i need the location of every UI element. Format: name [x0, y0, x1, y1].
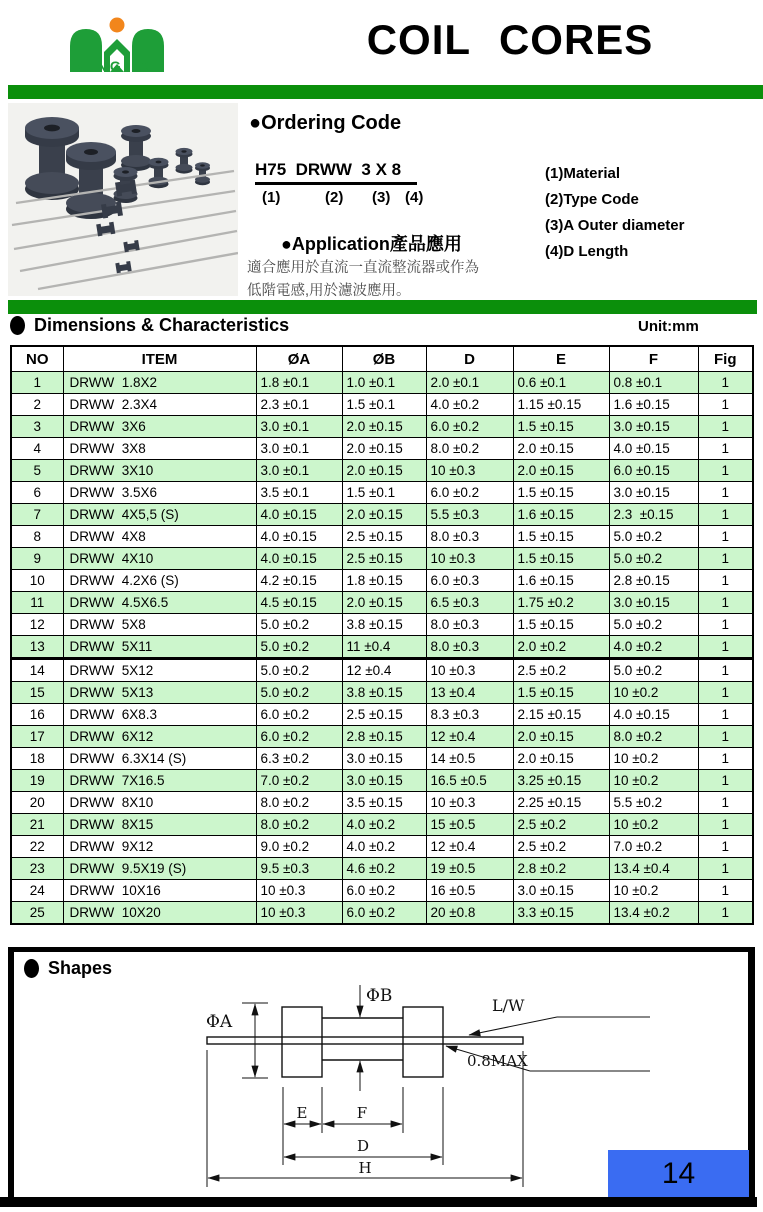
table-cell: 10 ±0.3: [256, 902, 342, 925]
table-cell: 2.0 ±0.15: [342, 460, 426, 482]
table-cell: 11: [11, 592, 63, 614]
table-cell: 10 ±0.3: [426, 792, 513, 814]
dimensions-table: [10, 345, 754, 925]
table-cell: 1: [698, 836, 753, 858]
table-cell: 6.0 ±0.2: [256, 704, 342, 726]
header-divider-bar: [8, 85, 763, 99]
table-cell: 2.3 ±0.1: [256, 394, 342, 416]
table-cell: 5.0 ±0.2: [256, 659, 342, 682]
table-cell: 4.0 ±0.2: [426, 394, 513, 416]
table-cell: 6.0 ±0.2: [342, 902, 426, 925]
table-cell: 1: [698, 880, 753, 902]
table-cell: 4.0 ±0.2: [342, 814, 426, 836]
table-row: [11, 770, 753, 792]
table-cell: 3.5 ±0.1: [256, 482, 342, 504]
ordering-code-value: H75 DRWW 3 X 8: [255, 160, 417, 185]
table-cell: 2.0 ±0.15: [513, 460, 609, 482]
column-header: ITEM: [63, 346, 256, 372]
table-cell: DRWW 3.5X6: [63, 482, 256, 504]
table-cell: DRWW 3X8: [63, 438, 256, 460]
column-header: ØB: [342, 346, 426, 372]
table-row: [11, 570, 753, 592]
table-cell: DRWW 5X12: [63, 659, 256, 682]
table-cell: 1: [11, 372, 63, 394]
table-cell: 1.5 ±0.15: [513, 682, 609, 704]
table-cell: 5.5 ±0.2: [609, 792, 698, 814]
table-cell: DRWW 6X12: [63, 726, 256, 748]
column-header: E: [513, 346, 609, 372]
table-cell: 1.6 ±0.15: [513, 504, 609, 526]
table-cell: 3.3 ±0.15: [513, 902, 609, 925]
column-header: D: [426, 346, 513, 372]
shapes-heading-label: Shapes: [48, 958, 113, 978]
table-cell: 8.0 ±0.2: [256, 814, 342, 836]
table-cell: 1: [698, 526, 753, 548]
column-header: NO: [11, 346, 63, 372]
table-cell: 1: [698, 614, 753, 636]
table-row: [11, 504, 753, 526]
table-row: [11, 548, 753, 570]
table-cell: 2.5 ±0.15: [342, 548, 426, 570]
table-cell: 5.0 ±0.2: [609, 614, 698, 636]
table-row: [11, 902, 753, 925]
table-cell: 4.0 ±0.2: [609, 636, 698, 659]
table-cell: 5.0 ±0.2: [609, 548, 698, 570]
table-row: [11, 682, 753, 704]
table-cell: 2.0 ±0.15: [342, 504, 426, 526]
table-cell: 13 ±0.4: [426, 682, 513, 704]
table-cell: 8.0 ±0.2: [426, 438, 513, 460]
table-cell: DRWW 4X10: [63, 548, 256, 570]
table-cell: 1.5 ±0.15: [513, 548, 609, 570]
table-row: [11, 394, 753, 416]
table-cell: DRWW 4X8: [63, 526, 256, 548]
table-cell: 2.0 ±0.15: [342, 592, 426, 614]
table-cell: 1.5 ±0.15: [513, 482, 609, 504]
table-cell: 3.5 ±0.15: [342, 792, 426, 814]
table-cell: DRWW 10X16: [63, 880, 256, 902]
table-row: [11, 372, 753, 394]
table-cell: 10 ±0.2: [609, 814, 698, 836]
table-cell: 4.6 ±0.2: [342, 858, 426, 880]
table-cell: 2.8 ±0.15: [342, 726, 426, 748]
table-cell: DRWW 9X12: [63, 836, 256, 858]
table-row: [11, 526, 753, 548]
table-cell: 7: [11, 504, 63, 526]
table-cell: 4.5 ±0.15: [256, 592, 342, 614]
table-cell: 5.0 ±0.2: [256, 682, 342, 704]
application-text: [247, 257, 479, 303]
table-cell: 3.0 ±0.1: [256, 460, 342, 482]
table-row: [11, 704, 753, 726]
logo-text: MING CI: [75, 58, 159, 74]
table-cell: 3.25 ±0.15: [513, 770, 609, 792]
label-lw: L/W: [492, 996, 525, 1015]
table-cell: 16: [11, 704, 63, 726]
table-cell: 13: [11, 636, 63, 659]
dimension-labels: [206, 986, 528, 1177]
section-divider-bar: [8, 300, 757, 314]
table-cell: 6.0 ±0.2: [342, 880, 426, 902]
table-cell: 2.0 ±0.15: [513, 748, 609, 770]
code-position-mark: (1): [262, 189, 281, 206]
table-cell: 1.5 ±0.15: [513, 416, 609, 438]
table-cell: 1.6 ±0.15: [513, 570, 609, 592]
table-row: [11, 482, 753, 504]
code-position-mark: (4): [405, 189, 424, 206]
table-row: [11, 726, 753, 748]
table-row: [11, 592, 753, 614]
table-cell: 24: [11, 880, 63, 902]
table-cell: 4.0 ±0.15: [256, 526, 342, 548]
table-cell: 4.0 ±0.15: [609, 704, 698, 726]
table-cell: 6.0 ±0.2: [256, 726, 342, 748]
table-cell: 1: [698, 394, 753, 416]
table-cell: 0.8 ±0.1: [609, 372, 698, 394]
table-cell: 17: [11, 726, 63, 748]
table-cell: 3.0 ±0.15: [609, 416, 698, 438]
table-cell: 1.6 ±0.15: [609, 394, 698, 416]
table-cell: 2.15 ±0.15: [513, 704, 609, 726]
table-cell: 2.0 ±0.15: [342, 416, 426, 438]
dimension-lines: [207, 985, 650, 1187]
table-cell: 16 ±0.5: [426, 880, 513, 902]
table-cell: 1: [698, 372, 753, 394]
table-cell: 2.5 ±0.2: [513, 659, 609, 682]
table-row: [11, 416, 753, 438]
table-cell: 3.8 ±0.15: [342, 614, 426, 636]
table-cell: 1.5 ±0.1: [342, 394, 426, 416]
coil-cores-product-photo: [8, 103, 238, 296]
application-line: 低階電感,用於濾波應用。: [247, 283, 411, 299]
table-cell: 4.0 ±0.2: [342, 836, 426, 858]
table-cell: 6.3 ±0.2: [256, 748, 342, 770]
table-cell: 9: [11, 548, 63, 570]
table-cell: 18: [11, 748, 63, 770]
table-cell: DRWW 10X20: [63, 902, 256, 925]
code-position-mark: (2): [325, 189, 344, 206]
table-cell: 5.0 ±0.2: [609, 659, 698, 682]
table-cell: 2.0 ±0.15: [513, 438, 609, 460]
legend-line: (2)Type Code: [545, 191, 639, 208]
table-row: [11, 858, 753, 880]
table-cell: DRWW 7X16.5: [63, 770, 256, 792]
table-cell: DRWW 3X6: [63, 416, 256, 438]
table-cell: 5.0 ±0.2: [256, 636, 342, 659]
legend-line: (4)D Length: [545, 243, 629, 260]
table-cell: 1: [698, 570, 753, 592]
shape-dimension-diagram: [180, 975, 680, 1195]
table-cell: 16.5 ±0.5: [426, 770, 513, 792]
page-number-box: [608, 1150, 749, 1197]
table-cell: 14 ±0.5: [426, 748, 513, 770]
table-cell: 8: [11, 526, 63, 548]
table-cell: DRWW 6.3X14 (S): [63, 748, 256, 770]
table-row: [11, 438, 753, 460]
table-row: [11, 748, 753, 770]
label-f: F: [356, 1104, 368, 1122]
table-cell: 10 ±0.3: [256, 880, 342, 902]
unit-label: Unit:mm: [638, 318, 699, 335]
table-cell: 1.5 ±0.15: [513, 526, 609, 548]
table-cell: 12 ±0.4: [342, 659, 426, 682]
page-title: COIL CORES: [366, 16, 654, 63]
code-position-mark: (3): [372, 189, 391, 206]
column-header: Fig: [698, 346, 753, 372]
table-cell: 2.5 ±0.2: [513, 814, 609, 836]
table-cell: 5: [11, 460, 63, 482]
table-cell: 1: [698, 748, 753, 770]
label-phi-a: ΦA: [206, 1012, 233, 1032]
table-cell: 20 ±0.8: [426, 902, 513, 925]
label-d: D: [356, 1137, 370, 1155]
table-cell: 10 ±0.2: [609, 748, 698, 770]
bullet-icon: [24, 959, 39, 978]
table-cell: 10 ±0.3: [426, 659, 513, 682]
table-cell: 1: [698, 770, 753, 792]
table-cell: 2.3 ±0.15: [609, 504, 698, 526]
table-cell: 12: [11, 614, 63, 636]
table-cell: 1: [698, 438, 753, 460]
table-cell: 1.15 ±0.15: [513, 394, 609, 416]
table-cell: 10 ±0.2: [609, 682, 698, 704]
table-cell: 1: [698, 592, 753, 614]
table-cell: 8.0 ±0.2: [256, 792, 342, 814]
dimensions-heading: [10, 315, 289, 336]
table-cell: 7.0 ±0.2: [609, 836, 698, 858]
table-cell: 25: [11, 902, 63, 925]
table-cell: 8.0 ±0.3: [426, 526, 513, 548]
table-cell: 10 ±0.2: [609, 770, 698, 792]
table-cell: DRWW 9.5X19 (S): [63, 858, 256, 880]
table-cell: DRWW 4.5X6.5: [63, 592, 256, 614]
table-cell: 21: [11, 814, 63, 836]
table-cell: 5.0 ±0.2: [609, 526, 698, 548]
table-row: [11, 460, 753, 482]
shapes-heading: [24, 958, 112, 979]
footer-bar: [0, 1197, 757, 1207]
table-cell: 1: [698, 504, 753, 526]
table-cell: 10 ±0.2: [609, 880, 698, 902]
table-cell: DRWW 4X5,5 (S): [63, 504, 256, 526]
label-e: E: [296, 1104, 308, 1122]
table-cell: 3.0 ±0.15: [342, 748, 426, 770]
table-cell: 1: [698, 682, 753, 704]
table-cell: 9.0 ±0.2: [256, 836, 342, 858]
table-cell: 19 ±0.5: [426, 858, 513, 880]
table-cell: 2.25 ±0.15: [513, 792, 609, 814]
table-cell: 1: [698, 460, 753, 482]
table-cell: 1.5 ±0.15: [513, 614, 609, 636]
table-cell: DRWW 3X10: [63, 460, 256, 482]
table-cell: 5.0 ±0.2: [256, 614, 342, 636]
table-cell: 1.0 ±0.1: [342, 372, 426, 394]
label-h: H: [358, 1159, 372, 1177]
table-cell: DRWW 5X13: [63, 682, 256, 704]
table-cell: 7.0 ±0.2: [256, 770, 342, 792]
table-cell: 2: [11, 394, 63, 416]
table-cell: DRWW 5X8: [63, 614, 256, 636]
table-row: [11, 836, 753, 858]
table-cell: 2.0 ±0.1: [426, 372, 513, 394]
table-cell: 1: [698, 482, 753, 504]
table-cell: 6.0 ±0.15: [609, 460, 698, 482]
legend-line: (3)A Outer diameter: [545, 217, 685, 234]
table-cell: 8.3 ±0.3: [426, 704, 513, 726]
legend-line: (1)Material: [545, 165, 621, 182]
table-cell: DRWW 8X15: [63, 814, 256, 836]
table-cell: 23: [11, 858, 63, 880]
table-cell: 8.0 ±0.3: [426, 636, 513, 659]
label-08max: 0.8MAX: [467, 1052, 528, 1070]
table-cell: 6.0 ±0.2: [426, 416, 513, 438]
table-cell: 3.0 ±0.1: [256, 438, 342, 460]
table-cell: 4.0 ±0.15: [256, 504, 342, 526]
table-cell: 2.0 ±0.15: [342, 438, 426, 460]
table-cell: 2.8 ±0.2: [513, 858, 609, 880]
table-cell: 14: [11, 659, 63, 682]
table-cell: 1: [698, 659, 753, 682]
table-cell: 1: [698, 726, 753, 748]
table-cell: 1.75 ±0.2: [513, 592, 609, 614]
table-row: [11, 614, 753, 636]
table-cell: DRWW 1.8X2: [63, 372, 256, 394]
table-cell: 8.0 ±0.3: [426, 614, 513, 636]
table-cell: 15 ±0.5: [426, 814, 513, 836]
table-cell: 6: [11, 482, 63, 504]
table-cell: 1.5 ±0.1: [342, 482, 426, 504]
table-cell: 9.5 ±0.3: [256, 858, 342, 880]
table-cell: 1: [698, 858, 753, 880]
table-cell: 13.4 ±0.2: [609, 902, 698, 925]
table-cell: 1: [698, 416, 753, 438]
table-cell: 2.8 ±0.15: [609, 570, 698, 592]
table-cell: 19: [11, 770, 63, 792]
column-header: F: [609, 346, 698, 372]
ordering-code-heading: ●Ordering Code: [249, 112, 402, 134]
table-row: [11, 792, 753, 814]
dimensions-heading-label: Dimensions & Characteristics: [34, 315, 290, 335]
bullet-icon: [10, 316, 25, 335]
table-cell: 3: [11, 416, 63, 438]
table-cell: 1: [698, 902, 753, 925]
application-line: 適合應用於直流一直流整流器或作為: [247, 260, 479, 276]
table-row: [11, 814, 753, 836]
table-cell: DRWW 8X10: [63, 792, 256, 814]
table-cell: 2.5 ±0.2: [513, 836, 609, 858]
ordering-code-legend: [545, 161, 684, 265]
table-cell: DRWW 2.3X4: [63, 394, 256, 416]
table-cell: 13.4 ±0.4: [609, 858, 698, 880]
table-cell: 2.5 ±0.15: [342, 704, 426, 726]
column-header: ØA: [256, 346, 342, 372]
table-header-row: [11, 346, 753, 372]
table-cell: 3.0 ±0.1: [256, 416, 342, 438]
table-cell: 3.0 ±0.15: [513, 880, 609, 902]
table-cell: 1.8 ±0.15: [342, 570, 426, 592]
table-cell: 1: [698, 792, 753, 814]
table-cell: 1: [698, 704, 753, 726]
label-phi-b: ΦB: [366, 986, 393, 1006]
table-row: [11, 636, 753, 659]
table-cell: 2.0 ±0.2: [513, 636, 609, 659]
table-cell: 12 ±0.4: [426, 836, 513, 858]
table-cell: 1.8 ±0.1: [256, 372, 342, 394]
table-cell: 12 ±0.4: [426, 726, 513, 748]
application-heading: ●Application產品應用: [281, 234, 462, 254]
table-cell: 10 ±0.3: [426, 460, 513, 482]
table-cell: 22: [11, 836, 63, 858]
table-cell: 6.0 ±0.3: [426, 570, 513, 592]
table-cell: DRWW 4.2X6 (S): [63, 570, 256, 592]
table-row: [11, 659, 753, 682]
table-cell: 8.0 ±0.2: [609, 726, 698, 748]
table-cell: 1: [698, 548, 753, 570]
table-row: [11, 880, 753, 902]
table-cell: 3.0 ±0.15: [609, 592, 698, 614]
table-cell: DRWW 6X8.3: [63, 704, 256, 726]
table-cell: 3.8 ±0.15: [342, 682, 426, 704]
table-cell: 1: [698, 814, 753, 836]
table-cell: 10: [11, 570, 63, 592]
table-cell: 3.0 ±0.15: [609, 482, 698, 504]
table-cell: 0.6 ±0.1: [513, 372, 609, 394]
table-cell: 3.0 ±0.15: [342, 770, 426, 792]
table-cell: 1: [698, 636, 753, 659]
table-cell: 15: [11, 682, 63, 704]
ordering-code-marks: [249, 189, 469, 209]
table-cell: 20: [11, 792, 63, 814]
table-cell: 6.0 ±0.2: [426, 482, 513, 504]
table-cell: 11 ±0.4: [342, 636, 426, 659]
table-cell: DRWW 5X11: [63, 636, 256, 659]
table-cell: 4.0 ±0.15: [256, 548, 342, 570]
table-cell: 4.0 ±0.15: [609, 438, 698, 460]
table-cell: 2.5 ±0.15: [342, 526, 426, 548]
table-cell: 10 ±0.3: [426, 548, 513, 570]
page-number: 14: [661, 1156, 696, 1190]
table-cell: 4.2 ±0.15: [256, 570, 342, 592]
table-cell: 4: [11, 438, 63, 460]
table-cell: 2.0 ±0.15: [513, 726, 609, 748]
table-cell: 5.5 ±0.3: [426, 504, 513, 526]
table-cell: 6.5 ±0.3: [426, 592, 513, 614]
